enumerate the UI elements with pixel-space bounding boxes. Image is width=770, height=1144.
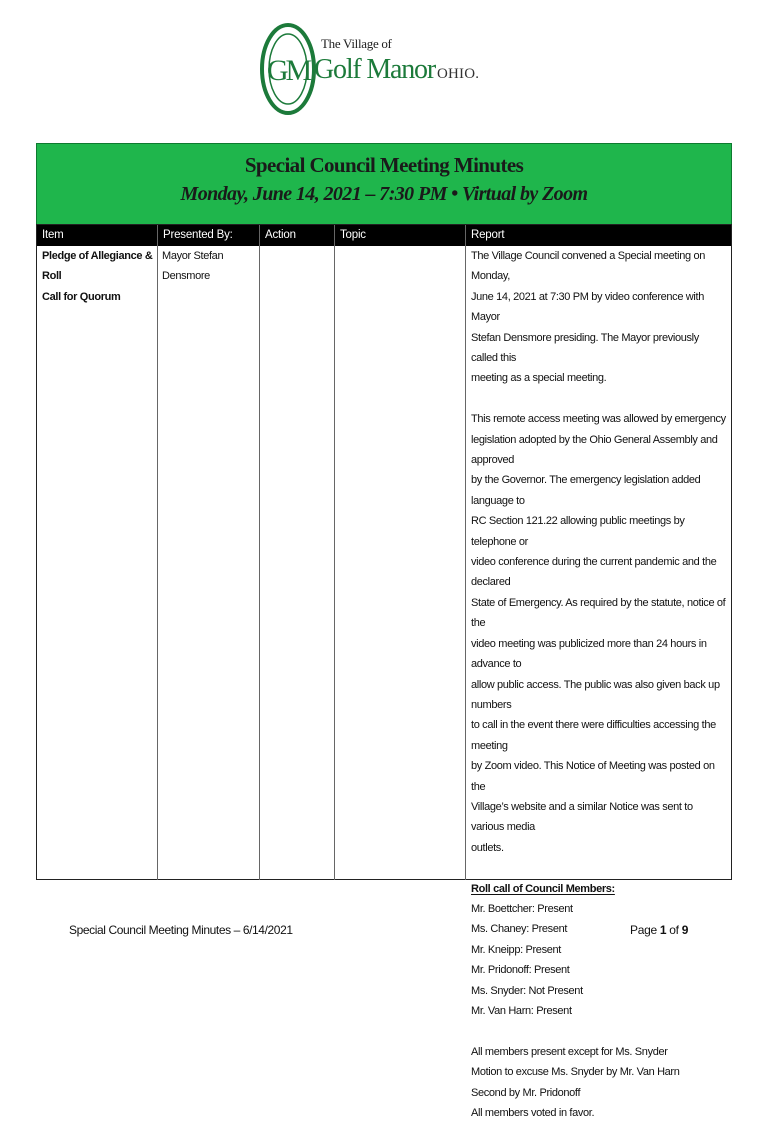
roll-call-member: Mr. Pridonoff: Present bbox=[471, 964, 570, 977]
roll-call-section bbox=[471, 879, 727, 1022]
monogram-text: GM bbox=[266, 54, 310, 87]
roll-call-heading: Roll call of Council Members: bbox=[471, 882, 615, 895]
page-title: Special Council Meeting Minutes bbox=[244, 153, 524, 177]
presenter-cell bbox=[157, 246, 259, 287]
minutes-header bbox=[36, 143, 732, 224]
village-logo bbox=[258, 22, 478, 117]
report-line: outlets. bbox=[471, 841, 504, 854]
column-divider bbox=[157, 225, 158, 880]
report-line: All members present except for Ms. Snyder bbox=[471, 1045, 668, 1058]
page-label: Page bbox=[630, 923, 657, 937]
column-header-topic: Topic bbox=[335, 225, 466, 246]
report-line: RC Section 121.22 allowing public meetings by telephone or bbox=[471, 515, 685, 548]
report-line: The Village Council convened a Special meeting on Monday, bbox=[471, 250, 705, 283]
logo-state: OHIO. bbox=[436, 66, 480, 82]
report-line: Second by Mr. Pridonoff bbox=[471, 1086, 581, 1099]
report-line: by the Governor. The emergency legislation added language to bbox=[471, 474, 701, 507]
column-header-action: Action bbox=[260, 225, 335, 246]
report-line: All members voted in favor. bbox=[471, 1107, 595, 1120]
column-divider bbox=[334, 225, 335, 880]
report-line: Village’s website and a similar Notice was sent to various media bbox=[471, 800, 693, 834]
page-of: of bbox=[669, 923, 679, 937]
meeting-subtitle: Monday, June 14, 2021 – 7:30 PM • Virtual by Zoom bbox=[180, 183, 588, 205]
logo-village-name bbox=[314, 54, 479, 86]
report-cell bbox=[466, 246, 731, 1144]
report-line: video conference during the current pandemic and the declared bbox=[471, 556, 717, 589]
report-line: meeting as a special meeting. bbox=[471, 372, 607, 385]
report-line: State of Emergency. As required by the statute, notice of the bbox=[471, 596, 726, 630]
report-line: June 14, 2021 at 7:30 PM by video conference with Mayor bbox=[471, 290, 704, 324]
report-line: legislation adopted by the Ohio General Assembly and approved bbox=[471, 433, 718, 467]
report-line: to call in the event there were difficulties accessing the meeting bbox=[471, 719, 716, 752]
logo-village-prefix: The Village of bbox=[321, 36, 392, 51]
column-header-item: Item bbox=[37, 225, 158, 246]
column-header-report: Report bbox=[466, 225, 731, 246]
column-header-presented-by: Presented By: bbox=[158, 225, 260, 246]
item-line: Call for Quorum bbox=[42, 290, 121, 303]
item-cell bbox=[37, 246, 157, 307]
report-line: Stefan Densmore presiding. The Mayor previously called this bbox=[471, 331, 699, 365]
footer-page-number bbox=[630, 923, 688, 937]
roll-call-member: Mr. Van Harn: Present bbox=[471, 1005, 572, 1017]
gm-monogram-icon bbox=[258, 22, 318, 116]
report-paragraph-convened bbox=[471, 246, 727, 389]
report-paragraph-remote-access bbox=[471, 409, 727, 858]
roll-call-member: Mr. Boettcher: Present bbox=[471, 902, 573, 915]
column-divider bbox=[259, 225, 260, 880]
report-line: Motion to excuse Ms. Snyder by Mr. Van Harn bbox=[471, 1066, 680, 1079]
page-total: 9 bbox=[681, 923, 689, 937]
report-line: video meeting was publicized more than 24 hours in advance to bbox=[471, 637, 707, 671]
presenter-line: Mayor Stefan bbox=[162, 250, 224, 262]
logo-name-text: Golf Manor bbox=[314, 54, 435, 85]
presenter-line: Densmore bbox=[162, 270, 210, 283]
page-current: 1 bbox=[659, 923, 667, 937]
report-line: This remote access meeting was allowed by emergency bbox=[471, 413, 726, 426]
footer-document-title: Special Council Meeting Minutes – 6/14/2021 bbox=[69, 923, 293, 937]
report-paragraph-motion bbox=[471, 1042, 727, 1124]
roll-call-member: Mr. Kneipp: Present bbox=[471, 943, 561, 956]
item-line: Pledge of Allegiance & Roll bbox=[42, 250, 153, 283]
report-line: allow public access. The public was also given back up numbers bbox=[471, 678, 720, 711]
report-line: by Zoom video. This Notice of Meeting was posted on the bbox=[471, 760, 715, 793]
roll-call-member: Ms. Snyder: Not Present bbox=[471, 984, 583, 997]
roll-call-member: Ms. Chaney: Present bbox=[471, 923, 568, 936]
